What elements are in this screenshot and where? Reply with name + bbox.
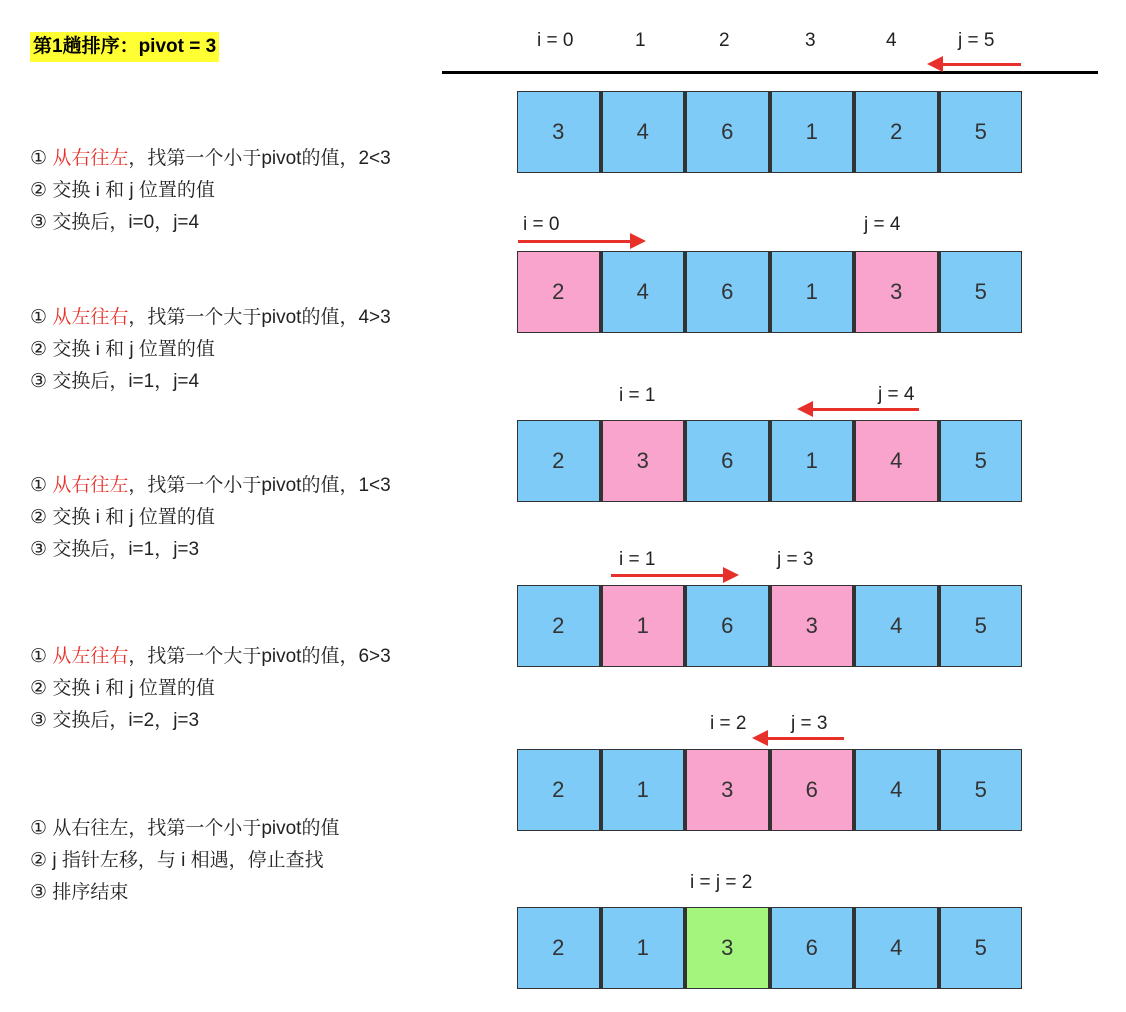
array-cell-3-0: 2	[517, 585, 600, 667]
array-cell-3-2: 6	[684, 585, 769, 667]
pointer-j-row-2: j = 4	[878, 384, 915, 405]
index-label-0: i = 0	[537, 30, 574, 51]
step-number: ③	[30, 882, 53, 903]
step-number: ③	[30, 371, 53, 392]
array-cell-2-0: 2	[517, 420, 600, 502]
index-label-3: 3	[805, 30, 816, 51]
array-cell-1-1: 4	[600, 251, 685, 333]
step-3-line-1	[30, 673, 391, 705]
step-text: 从右往左，找第一个小于pivot的值	[52, 818, 340, 839]
step-number: ②	[30, 678, 53, 699]
step-0-line-0	[30, 143, 391, 175]
array-cell-4-3: 6	[769, 749, 854, 831]
array-row-3	[517, 585, 1022, 667]
array-cell-2-3: 1	[769, 420, 854, 502]
step-text: 交换后，i=1，j=3	[52, 539, 200, 560]
step-desc	[30, 813, 339, 909]
step-number: ①	[30, 818, 53, 839]
array-cell-4-2: 3	[684, 749, 769, 831]
step-2-line-1	[30, 502, 391, 534]
array-cell-5-5: 5	[938, 907, 1023, 989]
array-cell-3-1: 1	[600, 585, 685, 667]
array-cell-5-4: 4	[853, 907, 938, 989]
step-direction-highlight: 从右往左	[52, 148, 129, 169]
index-axis-line	[442, 71, 1098, 74]
array-row-0	[517, 91, 1022, 173]
array-cell-0-0: 3	[517, 91, 600, 173]
arrow-left-top	[927, 63, 1021, 66]
step-text: j 指针左移，与 i 相遇，停止查找	[52, 850, 324, 871]
arrow-right-row-3	[611, 574, 739, 577]
arrow-right-row-1	[518, 240, 646, 243]
array-cell-0-3: 1	[769, 91, 854, 173]
array-cell-5-2: 3	[684, 907, 769, 989]
step-3-line-0	[30, 641, 391, 673]
step-4-line-0	[30, 813, 339, 845]
array-cell-2-5: 5	[938, 420, 1023, 502]
array-cell-3-3: 3	[769, 585, 854, 667]
step-direction-highlight: 从右往左	[52, 475, 129, 496]
array-cell-0-2: 6	[684, 91, 769, 173]
step-1-line-0	[30, 302, 391, 334]
diagram-title: 第1趟排序：pivot = 3	[30, 32, 219, 62]
step-text: ，找第一个小于pivot的值，1<3	[128, 475, 391, 496]
step-direction-highlight: 从左往右	[52, 646, 129, 667]
step-text: 交换后，i=1，j=4	[52, 371, 200, 392]
arrow-left-row-4	[752, 737, 844, 740]
array-cell-4-0: 2	[517, 749, 600, 831]
array-cell-0-4: 2	[853, 91, 938, 173]
array-row-2	[517, 420, 1022, 502]
step-text: 交换 i 和 j 位置的值	[52, 339, 215, 360]
step-3-line-2	[30, 705, 391, 737]
array-cell-5-1: 1	[600, 907, 685, 989]
step-text: 交换 i 和 j 位置的值	[52, 180, 215, 201]
step-1-line-2	[30, 366, 391, 398]
step-4-line-1	[30, 845, 339, 877]
array-cell-5-3: 6	[769, 907, 854, 989]
pointer-j-row-1: j = 4	[864, 214, 901, 235]
pointer-i-row-1: i = 0	[523, 214, 560, 235]
step-number: ②	[30, 507, 53, 528]
step-text: 交换后，i=2，j=3	[52, 710, 200, 731]
array-cell-2-2: 6	[684, 420, 769, 502]
step-number: ①	[30, 646, 53, 667]
array-cell-2-4: 4	[853, 420, 938, 502]
step-number: ②	[30, 180, 53, 201]
index-label-4: 4	[886, 30, 897, 51]
array-cell-0-1: 4	[600, 91, 685, 173]
step-text: 排序结束	[52, 882, 129, 903]
array-cell-3-5: 5	[938, 585, 1023, 667]
step-number: ①	[30, 307, 53, 328]
index-label-1: 1	[635, 30, 646, 51]
array-row-4	[517, 749, 1022, 831]
array-cell-4-4: 4	[853, 749, 938, 831]
step-0-line-2	[30, 207, 391, 239]
array-row-1	[517, 251, 1022, 333]
array-cell-1-5: 5	[938, 251, 1023, 333]
array-cell-0-5: 5	[938, 91, 1023, 173]
pointer-i-row-4: i = 2	[710, 713, 747, 734]
array-cell-3-4: 4	[853, 585, 938, 667]
step-text: 交换 i 和 j 位置的值	[52, 507, 215, 528]
step-desc	[30, 143, 391, 239]
array-cell-1-2: 6	[684, 251, 769, 333]
step-1-line-1	[30, 334, 391, 366]
step-direction-highlight: 从左往右	[52, 307, 129, 328]
array-cell-4-1: 1	[600, 749, 685, 831]
pointer-i-row-2: i = 1	[619, 385, 656, 406]
pointer-j-row-4: j = 3	[791, 713, 828, 734]
array-row-5	[517, 907, 1022, 989]
step-4-line-2	[30, 877, 339, 909]
step-text: ，找第一个大于pivot的值，6>3	[128, 646, 391, 667]
step-desc	[30, 302, 391, 398]
array-cell-1-4: 3	[853, 251, 938, 333]
step-number: ③	[30, 710, 53, 731]
step-desc	[30, 641, 391, 737]
step-number: ①	[30, 148, 53, 169]
pointer-i-row-3: i = 1	[619, 549, 656, 570]
array-cell-1-0: 2	[517, 251, 600, 333]
step-number: ③	[30, 212, 53, 233]
index-label-2: 2	[719, 30, 730, 51]
step-number: ②	[30, 339, 53, 360]
step-text: ，找第一个小于pivot的值，2<3	[128, 148, 391, 169]
array-cell-2-1: 3	[600, 420, 685, 502]
step-2-line-0	[30, 470, 391, 502]
array-cell-1-3: 1	[769, 251, 854, 333]
step-desc	[30, 470, 391, 566]
step-2-line-2	[30, 534, 391, 566]
pointer-j-row-3: j = 3	[777, 549, 814, 570]
step-text: 交换后，i=0，j=4	[52, 212, 200, 233]
array-cell-4-5: 5	[938, 749, 1023, 831]
array-cell-5-0: 2	[517, 907, 600, 989]
pointer-ij-row-5: i = j = 2	[690, 872, 753, 893]
step-number: ②	[30, 850, 53, 871]
step-number: ①	[30, 475, 53, 496]
step-text: ，找第一个大于pivot的值，4>3	[128, 307, 391, 328]
index-label-5: j = 5	[958, 30, 995, 51]
step-0-line-1	[30, 175, 391, 207]
step-text: 交换 i 和 j 位置的值	[52, 678, 215, 699]
step-number: ③	[30, 539, 53, 560]
arrow-left-row-2	[797, 408, 919, 411]
